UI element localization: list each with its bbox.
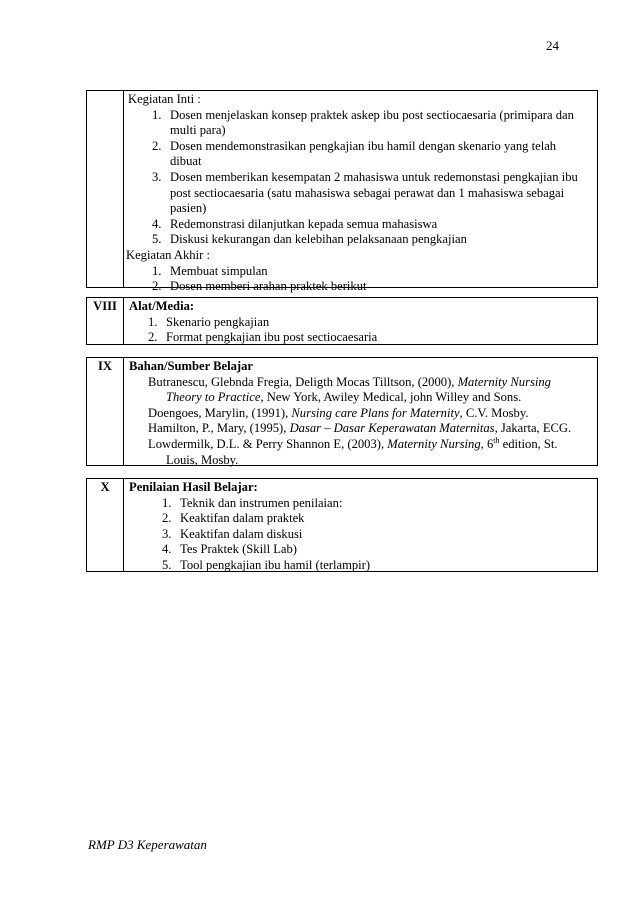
list-item — [124, 511, 597, 527]
section-number-empty — [87, 91, 124, 287]
item-text — [170, 108, 597, 139]
list-item — [124, 527, 597, 543]
section-kegiatan-content — [124, 91, 597, 294]
reference-title: Theory to Practice — [166, 390, 261, 405]
reference-title: Maternity Nursing — [457, 374, 551, 389]
item-text: Tes Praktek (Skill Lab) — [180, 542, 297, 557]
section-number: VIII — [87, 298, 124, 344]
list-item — [124, 170, 597, 217]
section-title: Penilaian Hasil Belajar: — [129, 480, 258, 494]
list-item — [124, 217, 597, 233]
list-item — [124, 558, 597, 574]
section-viii — [86, 297, 598, 345]
list-item — [124, 496, 597, 512]
list-item — [124, 315, 597, 331]
kegiatan-akhir-label: Kegiatan Akhir : — [126, 247, 210, 262]
reference-entry — [124, 406, 597, 422]
penilaian-list — [124, 496, 597, 574]
item-text — [170, 139, 597, 170]
kegiatan-inti-label: Kegiatan Inti : — [128, 92, 201, 106]
item-line: dibuat — [170, 154, 202, 169]
kegiatan-inti-list — [124, 108, 597, 248]
reference-line: Louis, Mosby. — [166, 452, 239, 467]
list-item — [124, 108, 597, 139]
reference-list — [124, 375, 597, 469]
item-line: pasien) — [170, 201, 207, 216]
reference-entry — [124, 421, 597, 437]
item-number: 2. — [148, 330, 158, 345]
item-line: Dosen mendemonstrasikan pengkajian ibu hamil dengan skenario yang telah — [170, 138, 557, 153]
reference-line — [124, 406, 597, 422]
reference-text: , New York, Awiley Medical, john Willey and Sons. — [260, 390, 522, 405]
item-number: 5. — [152, 232, 162, 247]
reference-text: Doengoes, Marylin, (1991), — [148, 405, 292, 420]
item-line: Dosen memberikan kesempatan 2 mahasiswa untuk redemonstasi pengkajian ibu — [170, 169, 578, 184]
item-line: Dosen menjelaskan konsep praktek askep ibu post sectiocaesaria (primipara dan — [170, 107, 574, 122]
reference-sup: th — [493, 435, 500, 445]
reference-line — [124, 437, 597, 453]
reference-line — [124, 375, 597, 391]
list-item — [124, 264, 597, 280]
reference-line — [124, 390, 597, 406]
item-text: Keaktifan dalam diskusi — [180, 526, 303, 541]
item-line: post sectiocaesaria (satu mahasiswa sebagai perawat dan 1 mahasiswa sebagai — [170, 185, 565, 200]
page-number: 24 — [546, 38, 559, 53]
section-title: Alat/Media: — [129, 299, 195, 313]
list-item — [124, 542, 597, 558]
item-text: Teknik dan instrumen penilaian: — [180, 495, 343, 510]
reference-text: Hamilton, P., Mary, (1995), — [148, 421, 290, 436]
item-text: Format pengkajian ibu post sectiocaesaria — [166, 330, 378, 345]
item-number: 3. — [162, 526, 172, 541]
section-title: Bahan/Sumber Belajar — [129, 359, 253, 373]
reference-text: Butranescu, Glebnda Fregia, Deligth Mocas Tilltson, (2000), — [148, 374, 458, 389]
item-number: 2. — [162, 511, 172, 526]
item-text — [170, 170, 597, 217]
section-x — [86, 478, 598, 572]
reference-text: , C.V. Mosby. — [459, 405, 529, 420]
item-number: 3. — [152, 169, 162, 184]
reference-line — [124, 421, 597, 437]
item-number: 1. — [152, 263, 162, 278]
item-text: Tool pengkajian ibu hamil (terlampir) — [180, 557, 371, 572]
item-line: Membuat simpulan — [170, 263, 268, 278]
item-line: Diskusi kekurangan dan kelebihan pelaksanaan pengkajian — [170, 232, 467, 247]
item-line: multi para) — [170, 123, 226, 138]
item-line: Dosen memberi arahan praktek berikut — [170, 279, 367, 294]
item-number: 5. — [162, 557, 172, 572]
section-kegiatan — [86, 90, 598, 294]
item-number: 1. — [148, 314, 158, 329]
reference-text: Lowdermilk, D.L. & Perry Shannon E, (2003), — [148, 436, 388, 451]
reference-entry — [124, 375, 597, 406]
kegiatan-akhir-list — [124, 264, 597, 295]
section-viii-content — [124, 298, 597, 344]
list-item — [124, 232, 597, 248]
alat-media-list — [124, 315, 597, 346]
item-text — [170, 232, 597, 248]
section-number: X — [87, 479, 124, 571]
item-line: Redemonstrasi dilanjutkan kepada semua mahasiswa — [170, 216, 438, 231]
reference-entry — [124, 437, 597, 468]
section-number: IX — [87, 358, 124, 465]
item-text — [170, 264, 597, 280]
item-number: 2. — [152, 138, 162, 153]
section-ix-content — [124, 358, 597, 465]
reference-title: Dasar – Dasar Keperawatan Maternitas — [289, 421, 495, 436]
item-number: 1. — [152, 107, 162, 122]
list-item — [124, 330, 597, 346]
reference-text: , 6 — [480, 436, 494, 451]
item-number: 1. — [162, 495, 172, 510]
section-x-content — [124, 479, 597, 571]
item-text: Keaktifan dalam praktek — [180, 511, 305, 526]
item-text: Skenario pengkajian — [166, 314, 270, 329]
footer-text: RMP D3 Keperawatan — [88, 837, 207, 852]
list-item — [124, 139, 597, 170]
reference-title: Nursing care Plans for Maternity — [291, 405, 460, 420]
item-number: 4. — [162, 542, 172, 557]
item-number: 4. — [152, 216, 162, 231]
item-text — [170, 217, 597, 233]
reference-title: Maternity Nursing — [387, 436, 481, 451]
reference-text: , Jakarta, ECG. — [494, 421, 572, 436]
reference-text: edition, St. — [499, 436, 558, 451]
list-item — [124, 279, 597, 295]
item-text — [170, 279, 597, 295]
section-ix — [86, 357, 598, 466]
item-number: 2. — [152, 279, 162, 294]
